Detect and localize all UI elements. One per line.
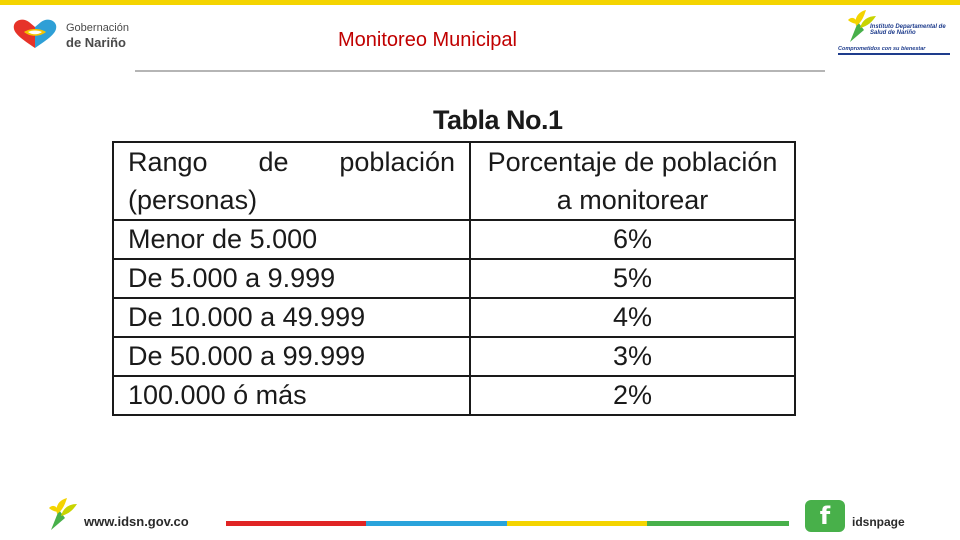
- table-header-row: [113, 142, 795, 220]
- table-row: [113, 376, 795, 415]
- percentage-cell: 3%: [470, 337, 795, 376]
- top-accent-stripe: [0, 0, 960, 5]
- website-link[interactable]: www.idsn.gov.co: [84, 514, 189, 529]
- footer-color-bar-blue: [366, 521, 507, 526]
- table-caption: Tabla No.1: [433, 105, 563, 135]
- percentage-cell: 6%: [470, 220, 795, 259]
- logo-text-line1: Gobernación: [66, 22, 129, 34]
- population-range-cell: 100.000 ó más: [113, 376, 470, 415]
- table-row: [113, 259, 795, 298]
- header-divider: [135, 70, 825, 72]
- footer-color-bar-green: [647, 521, 789, 526]
- column-header-monitor-percentage: Porcentaje de población a monitorear: [470, 142, 795, 220]
- facebook-glyph: f: [819, 502, 831, 530]
- heart-logo-icon: [10, 18, 60, 50]
- gobernacion-logo[interactable]: [10, 18, 150, 52]
- page-title: Monitoreo Municipal: [338, 29, 517, 51]
- institute-slogan: Comprometidos con su bienestar: [838, 46, 926, 52]
- logo-text-line2: de Nariño: [66, 35, 126, 50]
- idsn-leaf-logo-icon: [44, 496, 80, 532]
- footer-color-bar-yellow: [507, 521, 647, 526]
- footer-color-bar-red: [226, 521, 366, 526]
- facebook-page-link[interactable]: idsnpage: [852, 515, 905, 529]
- population-range-cell: De 5.000 a 9.999: [113, 259, 470, 298]
- institute-logo-underline: [838, 53, 950, 55]
- table-row: [113, 298, 795, 337]
- percentage-cell: 4%: [470, 298, 795, 337]
- percentage-cell: 2%: [470, 376, 795, 415]
- population-range-cell: De 50.000 a 99.999: [113, 337, 470, 376]
- population-range-cell: De 10.000 a 49.999: [113, 298, 470, 337]
- institute-logo[interactable]: [838, 8, 950, 58]
- table-row: [113, 337, 795, 376]
- population-table: [112, 141, 796, 416]
- percentage-cell: 5%: [470, 259, 795, 298]
- column-header-population-range: Rango de población (personas): [113, 142, 470, 220]
- population-range-cell: Menor de 5.000: [113, 220, 470, 259]
- facebook-icon[interactable]: [805, 500, 845, 532]
- institute-logo-text: Instituto Departamental de Salud de Nariño: [870, 24, 946, 36]
- table-row: [113, 220, 795, 259]
